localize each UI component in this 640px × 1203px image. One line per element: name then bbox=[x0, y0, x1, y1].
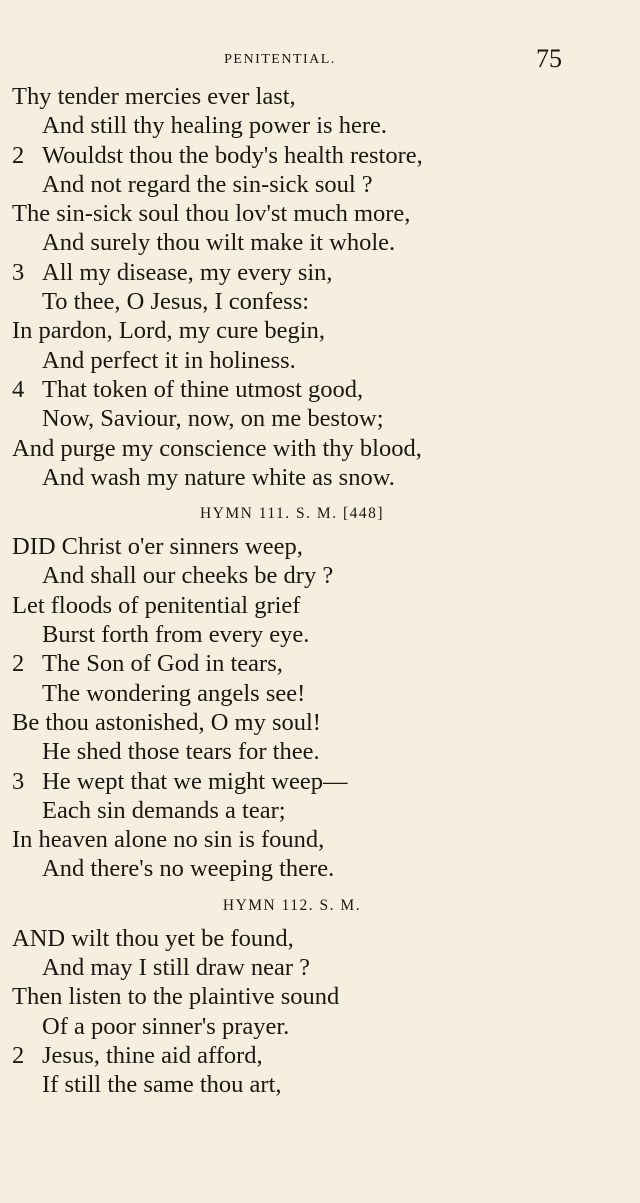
stanza-number: 2 bbox=[12, 1041, 25, 1069]
verse-line bbox=[12, 258, 612, 287]
page-number: 75 bbox=[536, 44, 562, 73]
running-title: PENITENTIAL. bbox=[224, 52, 336, 67]
verse-line: In pardon, Lord, my cure begin, bbox=[12, 317, 325, 345]
verse-line: Thy tender mercies ever last, bbox=[12, 83, 296, 110]
verse-line: Burst forth from every eye. bbox=[42, 621, 310, 649]
verse-text: Jesus, thine aid afford, bbox=[42, 1041, 263, 1069]
verse-line: And purge my conscience with thy blood, bbox=[12, 434, 422, 462]
verse-text: He wept that we might weep— bbox=[42, 767, 348, 795]
verse-line bbox=[12, 141, 612, 170]
verse-line: In heaven alone no sin is found, bbox=[12, 826, 325, 854]
verse-line: Let floods of penitential grief bbox=[12, 591, 301, 619]
verse-line: If still the same thou art, bbox=[42, 1071, 282, 1099]
stanza-number: 4 bbox=[12, 375, 25, 403]
verse-text: The Son of God in tears, bbox=[42, 650, 283, 678]
verse-line: Then listen to the plaintive sound bbox=[12, 983, 340, 1011]
stanza bbox=[12, 924, 612, 1041]
verse-line: And surely thou wilt make it whole. bbox=[42, 229, 396, 257]
verse-line: The sin-sick soul thou lov'st much more, bbox=[12, 200, 411, 228]
page-header bbox=[0, 44, 640, 78]
verse-text: Wouldst thou the body's health restore, bbox=[42, 141, 423, 169]
verse-line: He shed those tears for thee. bbox=[42, 738, 320, 766]
stanza bbox=[12, 1041, 612, 1100]
verse-line: Each sin demands a tear; bbox=[42, 796, 286, 824]
verse-line: And not regard the sin-sick soul ? bbox=[42, 170, 373, 198]
verse-line: Now, Saviour, now, on me bestow; bbox=[42, 405, 384, 433]
hymn-heading: HYMN 112. S. M. bbox=[222, 896, 362, 914]
stanza-number: 3 bbox=[12, 258, 25, 286]
verse-line: Of a poor sinner's prayer. bbox=[42, 1012, 290, 1040]
verse-line: The wondering angels see! bbox=[42, 679, 306, 707]
stanza bbox=[12, 82, 612, 141]
hymn-text bbox=[12, 82, 612, 1100]
verse-line: Be thou astonished, O my soul! bbox=[12, 708, 321, 736]
hymn-heading: HYMN 111. S. M. [448] bbox=[199, 505, 385, 523]
verse-line: AND wilt thou yet be found, bbox=[12, 924, 294, 952]
verse-text: That token of thine utmost good, bbox=[42, 375, 364, 403]
verse-line: And shall our cheeks be dry ? bbox=[42, 562, 334, 590]
stanza-number: 2 bbox=[12, 650, 25, 678]
stanza bbox=[12, 141, 612, 258]
stanza bbox=[12, 767, 612, 884]
stanza-number: 2 bbox=[12, 141, 25, 169]
verse-line bbox=[12, 1041, 612, 1070]
verse-text: All my disease, my every sin, bbox=[42, 258, 333, 286]
verse-line bbox=[12, 649, 612, 678]
verse-line bbox=[12, 767, 612, 796]
verse-line: And still thy healing power is here. bbox=[42, 112, 387, 140]
verse-line: DID Christ o'er sinners weep, bbox=[12, 533, 303, 561]
verse-line: And perfect it in holiness. bbox=[42, 346, 296, 374]
verse-line: And wash my nature white as snow. bbox=[42, 463, 395, 491]
stanza bbox=[12, 258, 612, 375]
stanza-number: 3 bbox=[12, 767, 25, 795]
verse-line: And there's no weeping there. bbox=[42, 855, 335, 883]
stanza bbox=[12, 532, 612, 649]
verse-line bbox=[12, 375, 612, 404]
verse-line: To thee, O Jesus, I confess: bbox=[42, 288, 310, 316]
verse-line: And may I still draw near ? bbox=[42, 954, 311, 982]
stanza bbox=[12, 649, 612, 766]
stanza bbox=[12, 375, 612, 492]
